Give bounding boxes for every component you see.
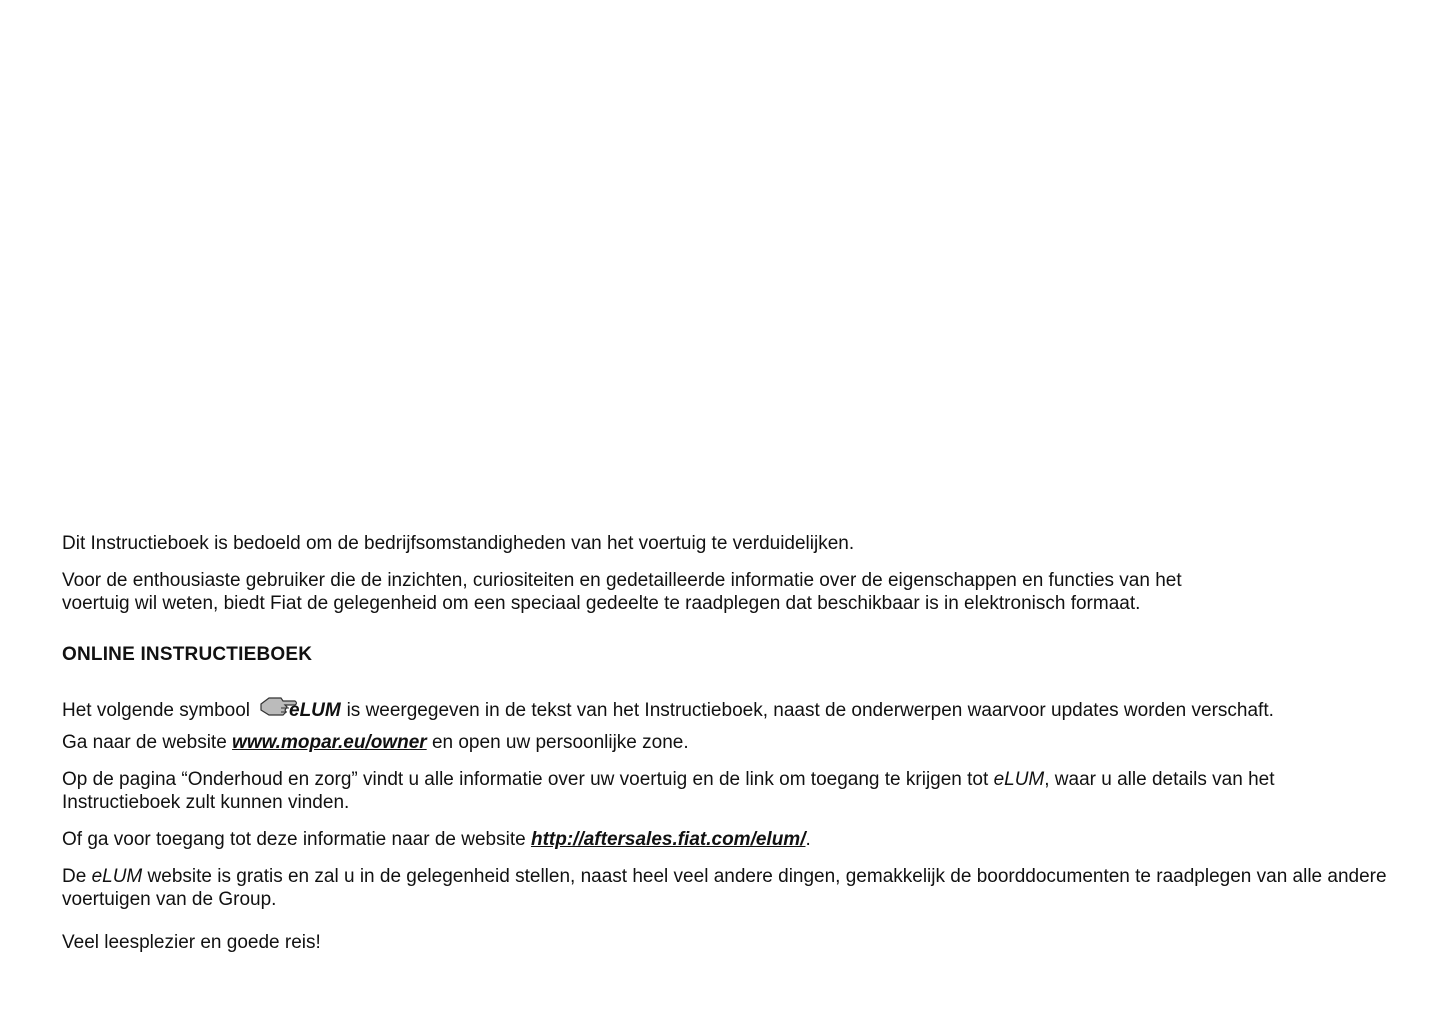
paragraph-2-line-2: voertuig wil weten, biedt Fiat de gelegenheid om een speciaal gedeelte te raadplegen dat beschikbaar is in elektronisch formaat. (62, 593, 1141, 614)
alternative-paragraph (62, 828, 811, 851)
section-heading: ONLINE INSTRUCTIEBOEK (62, 644, 313, 665)
free-paragraph (62, 865, 1387, 911)
symbol-text-after: is weergegeven in de tekst van het Instructieboek, naast de onderwerpen waarvoor updates worden verschaft. (346, 700, 1274, 721)
free-text-before: De (62, 866, 87, 887)
free-text-line-2: voertuigen van de Group. (62, 889, 277, 910)
page-paragraph (62, 768, 1275, 814)
alt-text-after: . (805, 829, 811, 850)
symbol-paragraph (62, 694, 1274, 726)
page-text-before: Op de pagina “Onderhoud en zorg” vindt u alle informatie over uw voertuig en de link om toegang te krijgen tot (62, 769, 989, 790)
aftersales-elum-link[interactable]: http://aftersales.fiat.com/elum/ (530, 829, 806, 850)
closing-text: Veel leesplezier en goede reis! (62, 932, 321, 953)
paragraph-2-line-1: Voor de enthousiaste gebruiker die de inzichten, curiositeiten en gedetailleerde informatie over de eigenschappen en functies van het (62, 570, 1182, 591)
page-text-line-2: Instructieboek zult kunnen vinden. (62, 792, 350, 813)
alt-text-before: Of ga voor toegang tot deze informatie naar de website (62, 829, 526, 850)
paragraph-2 (62, 569, 1182, 615)
website-paragraph (62, 731, 689, 754)
symbol-text-before: Het volgende symbool (62, 700, 250, 721)
intro-text: Dit Instructieboek is bedoeld om de bedrijfsomstandigheden van het voertuig te verduidelijken. (62, 533, 855, 554)
website-text-before: Ga naar de website (62, 732, 227, 753)
elum-icon-text: eLUM (289, 700, 342, 721)
elum-emphasis: eLUM (91, 866, 143, 887)
elum-emphasis: eLUM (993, 769, 1045, 790)
page-text-after: , waar u alle details van het (1044, 769, 1275, 790)
website-text-after: en open uw persoonlijke zone. (431, 732, 689, 753)
mopar-owner-link[interactable]: www.mopar.eu/owner (232, 732, 427, 753)
elum-pointing-hand-icon (259, 694, 342, 726)
free-text-after: website is gratis en zal u in de gelegenheid stellen, naast heel veel andere dingen, gemakkelijk de boorddocumenten te raadplegen van alle andere (147, 866, 1387, 887)
